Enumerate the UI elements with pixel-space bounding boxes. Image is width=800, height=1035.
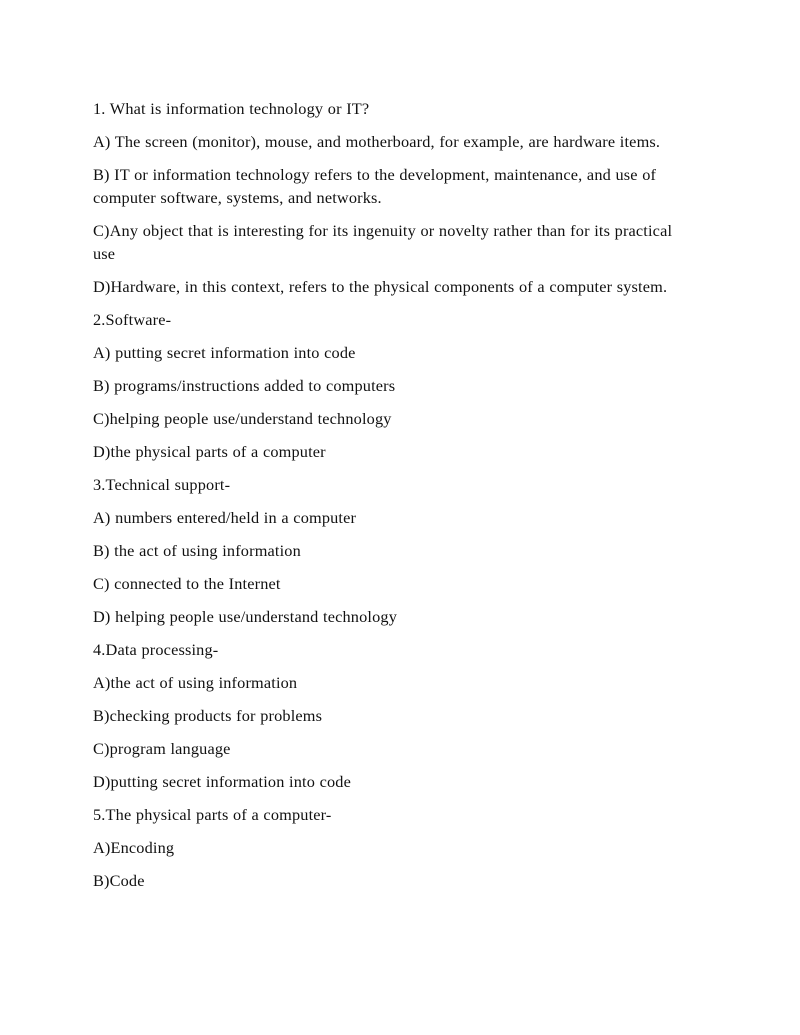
quiz-option: C) connected to the Internet	[93, 574, 281, 593]
quiz-option: A)the act of using information	[93, 673, 298, 692]
quiz-option: D) helping people use/understand technology	[93, 607, 398, 626]
document-body	[93, 97, 690, 892]
quiz-option: C)program language	[93, 739, 231, 758]
quiz-option: D)the physical parts of a computer	[93, 442, 326, 461]
quiz-option: A) putting secret information into code	[93, 343, 356, 362]
quiz-option: B)Code	[93, 871, 145, 890]
quiz-option: B) programs/instructions added to computers	[93, 376, 396, 395]
quiz-option: D)Hardware, in this context, refers to the physical components of a computer system.	[93, 277, 668, 296]
quiz-option: C)helping people use/understand technology	[93, 409, 392, 428]
quiz-question: 1. What is information technology or IT?	[93, 99, 370, 118]
quiz-question: 3.Technical support-	[93, 475, 231, 494]
quiz-question: 2.Software-	[93, 310, 172, 329]
quiz-question: 4.Data processing-	[93, 640, 219, 659]
quiz-option: A) The screen (monitor), mouse, and motherboard, for example, are hardware items.	[93, 132, 661, 151]
quiz-option: B)checking products for problems	[93, 706, 323, 725]
quiz-option: B) IT or information technology refers to the development, maintenance, and use of computer software, systems, and networks.	[93, 165, 657, 207]
quiz-option: A) numbers entered/held in a computer	[93, 508, 357, 527]
quiz-option: C)Any object that is interesting for its ingenuity or novelty rather than for its practical use	[93, 221, 673, 263]
quiz-question: 5.The physical parts of a computer-	[93, 805, 332, 824]
quiz-option: D)putting secret information into code	[93, 772, 351, 791]
quiz-option: B) the act of using information	[93, 541, 301, 560]
quiz-option: A)Encoding	[93, 838, 175, 857]
